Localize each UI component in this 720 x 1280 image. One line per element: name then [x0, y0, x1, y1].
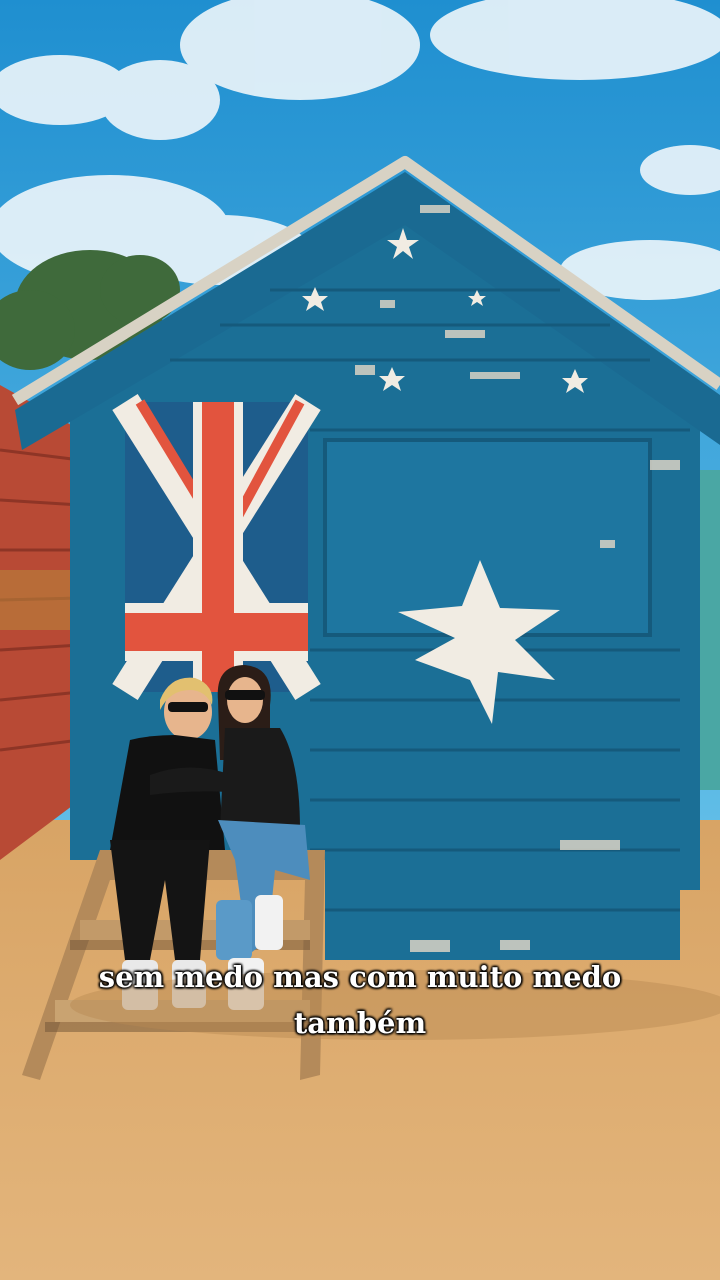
caption-line-2: também [293, 1006, 427, 1040]
union-jack [125, 402, 308, 692]
right-hut [700, 470, 720, 790]
caption-line-1: sem medo mas com muito medo [98, 960, 622, 994]
red-hut [0, 385, 80, 860]
